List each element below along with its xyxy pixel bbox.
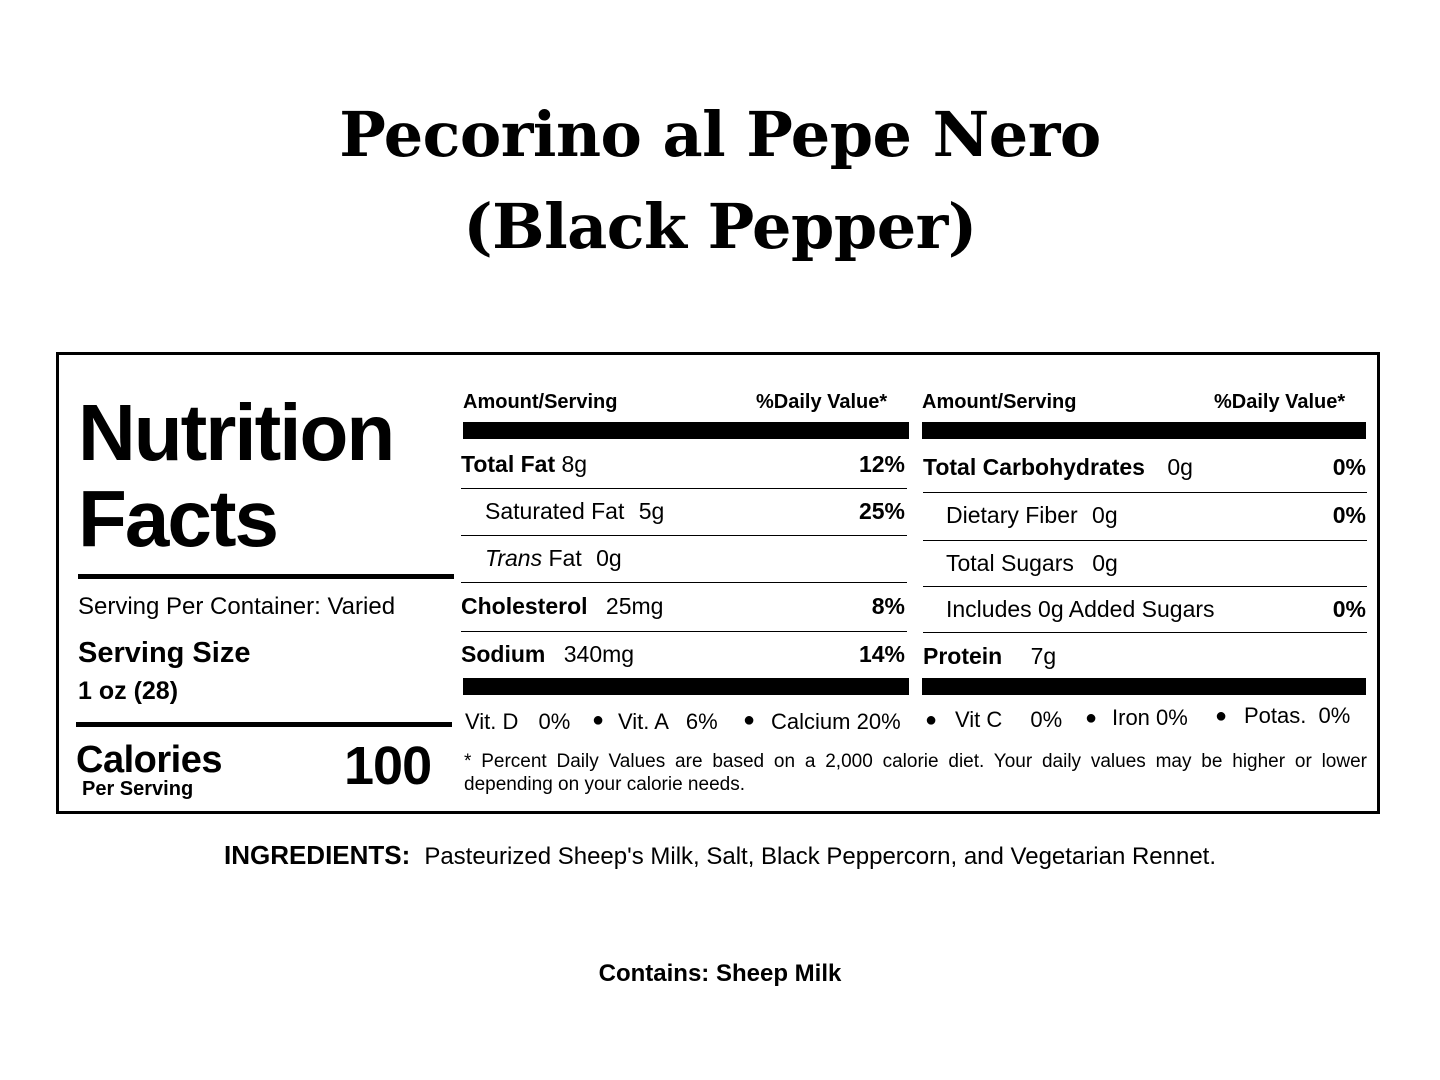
nutrient-name: Total Sugars — [946, 550, 1074, 576]
right-footer-bar — [922, 678, 1366, 695]
vitamin-value: 20% — [856, 709, 901, 734]
row-divider — [461, 631, 907, 632]
serving-per-container: Serving Per Container: Varied — [78, 593, 396, 620]
nutrient-name: Includes 0g Added Sugars — [946, 596, 1215, 622]
calories-label: Calories — [76, 739, 222, 781]
vitamin-value: 0% — [1156, 705, 1188, 730]
row-divider — [461, 488, 907, 489]
table-row — [461, 641, 634, 668]
ingredients-label: INGREDIENTS: — [223, 840, 411, 870]
vitamin-name: Calcium — [771, 709, 851, 734]
table-row — [461, 593, 663, 620]
serving-size-value: 1 oz (28) — [78, 677, 179, 705]
heading-divider — [78, 574, 454, 579]
ingredients-line — [0, 840, 1440, 871]
nutrient-dv: 14% — [858, 641, 905, 667]
nutrient-name: Fat — [548, 545, 582, 571]
vitamin-value: 0% — [538, 709, 571, 734]
row-divider — [923, 540, 1367, 541]
vitamin-item — [465, 709, 570, 735]
row-divider — [461, 582, 907, 583]
nutrition-heading: Nutrition — [78, 388, 394, 477]
vitamin-value: 0% — [1030, 707, 1063, 732]
ingredients-text: Pasteurized Sheep's Milk, Salt, Black Peppercorn, and Vegetarian Rennet. — [424, 843, 1217, 870]
table-row — [923, 643, 1056, 670]
vitamin-item — [618, 709, 718, 735]
nutrient-amount: 0g — [1092, 502, 1118, 528]
bullet-icon: ● — [592, 709, 605, 731]
bullet-icon: ● — [1215, 705, 1228, 727]
table-row — [946, 596, 1215, 623]
nutrient-amount: 0g — [1167, 454, 1193, 480]
right-header-amount: Amount/Serving — [922, 391, 1077, 413]
vitamin-item — [1112, 705, 1188, 731]
nutrient-dv: 8% — [871, 593, 905, 619]
right-header-bar — [922, 422, 1366, 439]
vitamin-name: Potas. — [1244, 703, 1307, 728]
left-header-amount: Amount/Serving — [463, 391, 618, 413]
daily-value-footnote: * Percent Daily Values are based on a 2,000 calorie diet. Your daily values may be higher or lower depending on your calorie needs. — [464, 751, 1367, 795]
facts-heading: Facts — [78, 474, 277, 563]
nutrient-name-italic: Trans — [485, 545, 543, 571]
nutrient-dv: 0% — [1332, 596, 1366, 622]
allergen-statement: Contains: Sheep Milk — [598, 960, 842, 987]
nutrient-dv: 25% — [858, 498, 905, 524]
vitamin-item — [955, 707, 1062, 733]
nutrient-amount: 5g — [638, 498, 665, 524]
left-header-dv: %Daily Value* — [756, 391, 888, 413]
nutrient-name: Protein — [923, 643, 1003, 669]
product-title-line1: Pecorino al Pepe Nero — [339, 98, 1101, 171]
row-divider — [923, 586, 1367, 587]
left-header-bar — [463, 422, 909, 439]
serving-size-label: Serving Size — [78, 637, 251, 669]
nutrient-amount: 340mg — [563, 641, 635, 667]
vitamin-name: Vit. D — [465, 709, 519, 734]
table-row — [485, 545, 622, 572]
nutrient-amount: 0g — [596, 545, 622, 571]
bullet-icon: ● — [925, 709, 938, 731]
vitamin-value: 0% — [1318, 703, 1351, 728]
nutrient-amount: 0g — [1092, 550, 1118, 576]
bullet-icon: ● — [1085, 707, 1098, 729]
nutrient-dv: 0% — [1332, 454, 1366, 480]
vitamin-item — [771, 709, 901, 735]
right-header-dv: %Daily Value* — [1214, 391, 1346, 413]
product-title-line2: (Black Pepper) — [463, 190, 977, 263]
calories-per-serving: Per Serving — [82, 778, 194, 800]
nutrient-name: Total Carbohydrates — [923, 454, 1145, 480]
bullet-icon: ● — [743, 709, 756, 731]
table-row — [461, 451, 587, 478]
row-divider — [923, 492, 1367, 493]
vitamin-name: Vit C — [955, 707, 1003, 732]
row-divider — [923, 632, 1367, 633]
row-divider — [461, 535, 907, 536]
table-row — [485, 498, 664, 525]
vitamin-name: Iron — [1112, 705, 1150, 730]
table-row — [923, 454, 1193, 481]
nutrient-amount: 25mg — [605, 593, 664, 619]
nutrient-amount: 7g — [1030, 643, 1057, 669]
vitamin-value: 6% — [685, 709, 718, 734]
nutrient-name: Dietary Fiber — [946, 502, 1078, 528]
nutrient-name: Total Fat — [461, 451, 556, 477]
nutrient-dv: 12% — [858, 451, 905, 477]
nutrient-amount: 8g — [561, 451, 588, 477]
vitamin-item — [1244, 703, 1350, 729]
vitamin-name: Vit. A — [618, 709, 668, 734]
calories-value: 100 — [344, 736, 432, 796]
table-row — [946, 502, 1118, 529]
nutrient-name: Sodium — [461, 641, 546, 667]
table-row — [946, 550, 1118, 577]
nutrient-name: Cholesterol — [461, 593, 588, 619]
nutrient-name: Saturated Fat — [485, 498, 625, 524]
nutrition-facts-label — [56, 352, 1380, 814]
left-footer-bar — [463, 678, 909, 695]
nutrient-dv: 0% — [1332, 502, 1366, 528]
serving-divider — [76, 722, 452, 727]
